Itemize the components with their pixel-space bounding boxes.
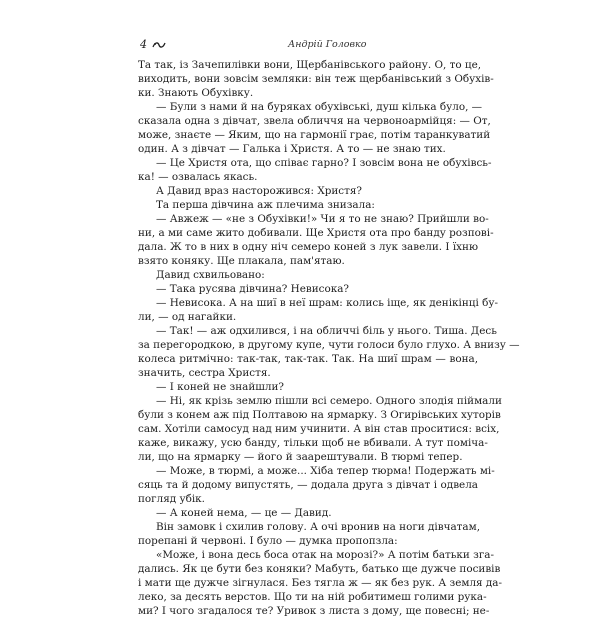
- text-line: — Були з нами й на буряках обухівські, душ кілька було, —: [156, 101, 483, 113]
- swirl-ornament-icon: [152, 40, 166, 50]
- text-line: сказала одна з дівчат, звела обличчя на червоноармійця: — От,: [138, 115, 491, 127]
- text-line: А Давид враз насторожився: Христя?: [156, 185, 362, 197]
- text-line: Давид схвильовано:: [156, 269, 265, 281]
- text-line: — А коней нема, — це — Давид.: [156, 507, 332, 519]
- text-line: «Може, і вона десь боса отак на морозі?» А потім батьки зга-: [156, 549, 494, 561]
- text-line: порепані й червоні. І було — думка пропопзла:: [138, 535, 398, 547]
- text-line: Та перша дівчина аж плечима знизала:: [156, 199, 375, 211]
- text-line: може, знаєте — Яким, що на гармонії грає, потім таранкуватий: [138, 129, 491, 141]
- text-line: значить, сестра Христя.: [138, 367, 271, 379]
- text-line: один. А з дівчат — Галька і Христя. А то — не знаю тих.: [138, 143, 446, 155]
- text-line: каже, викажу, усю банду, тільки щоб не вбивали. А тут поміча-: [138, 437, 488, 449]
- text-line: виходить, вони зовсім земляки: він теж щербанівський з Обухів-: [138, 73, 494, 85]
- text-line: ли, — од нагайки.: [138, 311, 237, 323]
- text-line: — І коней не знайшли?: [156, 381, 285, 393]
- text-line: сам. Хотіли самосуд над ним учинити. А він став проситися: всіх,: [138, 423, 500, 435]
- text-line: ни, а ми саме жито добивали. Ще Христя ота про банду розпові-: [138, 227, 494, 239]
- text-line: за перегородкою, в другому купе, чути голоси було глухо. А внизу —: [138, 339, 520, 351]
- text-line: леко, за десять верстов. Що ти на ній робитимеш голими рука-: [138, 591, 487, 603]
- text-line: ли, що на ярмарку — його й заарештували. В тюрмі тепер.: [138, 451, 463, 463]
- text-body: [138, 58, 520, 618]
- text-line: — Авжеж — «не з Обухівки!» Чи я то не знаю? Прийшли во-: [156, 213, 489, 225]
- text-line: дались. Як це бути без коняки? Мабуть, батько ще дужче посивів: [138, 563, 501, 575]
- text-line: Він замовк і схилив голову. А очі вронив на ноги дівчатам,: [156, 521, 480, 533]
- text-line: були з конем аж під Полтавою на ярмарку. З Огирівських хуторів: [138, 409, 501, 421]
- text-line: ка! — озвалась якась.: [138, 171, 258, 183]
- text-line: ми? І чого згадалося те? Уривок з листа з дому, ще повесні; не-: [138, 605, 490, 617]
- text-line: ки. Знають Обухівку.: [138, 87, 254, 99]
- text-line: колеса ритмічно: так-так, так-так. Так. На шиї шрам — вона,: [138, 353, 478, 365]
- text-line: Та так, із Зачепилівки вони, Щербанівського району. О, то це,: [138, 59, 482, 71]
- text-line: сяць та й додому випустять, — додала друга з дівчат і одвела: [138, 479, 478, 491]
- text-line: — Може, в тюрмі, а може... Хіба тепер тюрма! Подержать мі-: [156, 465, 495, 477]
- text-line: — Невисока. А на шиї в неї шрам: колись іще, як денікінці бу-: [156, 297, 498, 309]
- text-line: — Так! — аж одхилився, і на обличчі біль у нього. Тиша. Десь: [156, 325, 497, 337]
- running-title: Андрій Головко: [288, 39, 367, 50]
- text-line: погляд убік.: [138, 493, 205, 505]
- text-line: і мати ще дужче зігнулася. Без тягла ж — як без рук. А земля да-: [138, 577, 503, 589]
- text-line: — Це Христя ота, що співає гарно? І зовсім вона не обухівсь-: [156, 157, 492, 169]
- text-line: дала. Ж то в них в одну ніч семеро коней з лук завели. І їхню: [138, 241, 478, 253]
- page-number: 4: [140, 38, 147, 51]
- page-header: [140, 38, 475, 52]
- text-line: — Така русява дівчина? Невисока?: [156, 283, 349, 295]
- text-line: — Ні, як крізь землю пішли всі семеро. Одного злодія піймали: [156, 395, 502, 407]
- text-line: взято коняку. Ще плакала, пам'ятаю.: [138, 255, 345, 267]
